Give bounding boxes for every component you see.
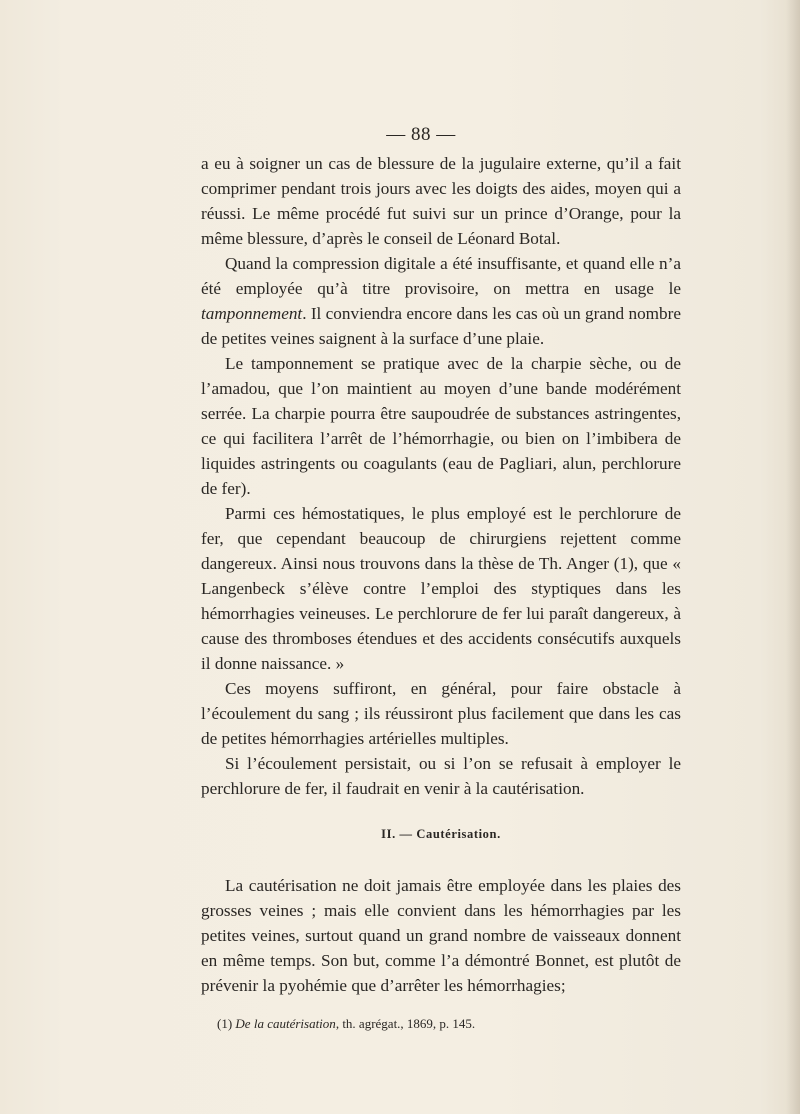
- page-body: [201, 151, 681, 1034]
- page-edge-shadow: [786, 0, 800, 1114]
- footnote: [201, 1014, 681, 1034]
- page-number: — 88 —: [386, 124, 456, 145]
- paragraph-2: Quand la compression digitale a été insuffisante, et quand elle n’a été employée qu’à titre provisoire, on mettra en usage le tamponnement. Il conviendra encore dans les cas où un grand nombre de petites veines saignent à la surface d’une plaie.: [201, 254, 681, 348]
- footnote-marker: (1): [217, 1016, 236, 1031]
- paragraph-5: Ces moyens suffiront, en général, pour faire obstacle à l’écoulement du sang ; ils réussiront plus facilement que dans les cas de petites hémorrhagies artérielles multiples.: [201, 679, 681, 748]
- paragraph-7: La cautérisation ne doit jamais être employée dans les plaies des grosses veines ; mais elle convient dans les hémorrhagies par les petites veines, surtout quand un grand nombre de vaisseaux donnent en même temps. Son but, comme l’a démontré Bonnet, est plutôt de prévenir la pyohémie que d’arrêter les hémorrhagies;: [201, 876, 681, 995]
- paragraph-1: a eu à soigner un cas de blessure de la jugulaire externe, qu’il a fait comprimer pendant trois jours avec les doigts des aides, moyen qui a réussi. Le même procédé fut suivi sur un prince d’Orange, pour la même blessure, d’après le conseil de Léonard Botal.: [201, 154, 681, 248]
- paragraph-6: Si l’écoulement persistait, ou si l’on se refusait à employer le perchlorure de fer, il faudrait en venir à la cautérisation.: [201, 754, 681, 798]
- paragraph-3: Le tamponnement se pratique avec de la charpie sèche, ou de l’amadou, que l’on maintient au moyen d’une bande modérément serrée. La charpie pourra être saupoudrée de substances astringentes, ce qui facilitera l’arrêt de l’hémorrhagie, ou bien on l’imbibera de liquides astringents ou coagulants (eau de Pagliari, alun, perchlorure de fer).: [201, 354, 681, 498]
- emphasis-tamponnement: tamponnement: [201, 304, 303, 323]
- paragraph-4: Parmi ces hémostatiques, le plus employé est le perchlorure de fer, que cependant beaucoup de chirurgiens rejettent comme dangereux. Ainsi nous trouvons dans la thèse de Th. Anger (1), que « Langenbeck s’élève contre l’emploi des styptiques dans les hémorrhagies veineuses. Le perchlorure de fer lui paraît dangereux, à cause des thromboses étendues et des accidents consécutifs auxquels il donne naissance. »: [201, 504, 681, 673]
- footnote-rest: , th. agrégat., 1869, p. 145.: [335, 1016, 476, 1031]
- footnote-title: De la cautérisation: [235, 1016, 336, 1031]
- section-heading: II. — Cautérisation.: [381, 827, 501, 841]
